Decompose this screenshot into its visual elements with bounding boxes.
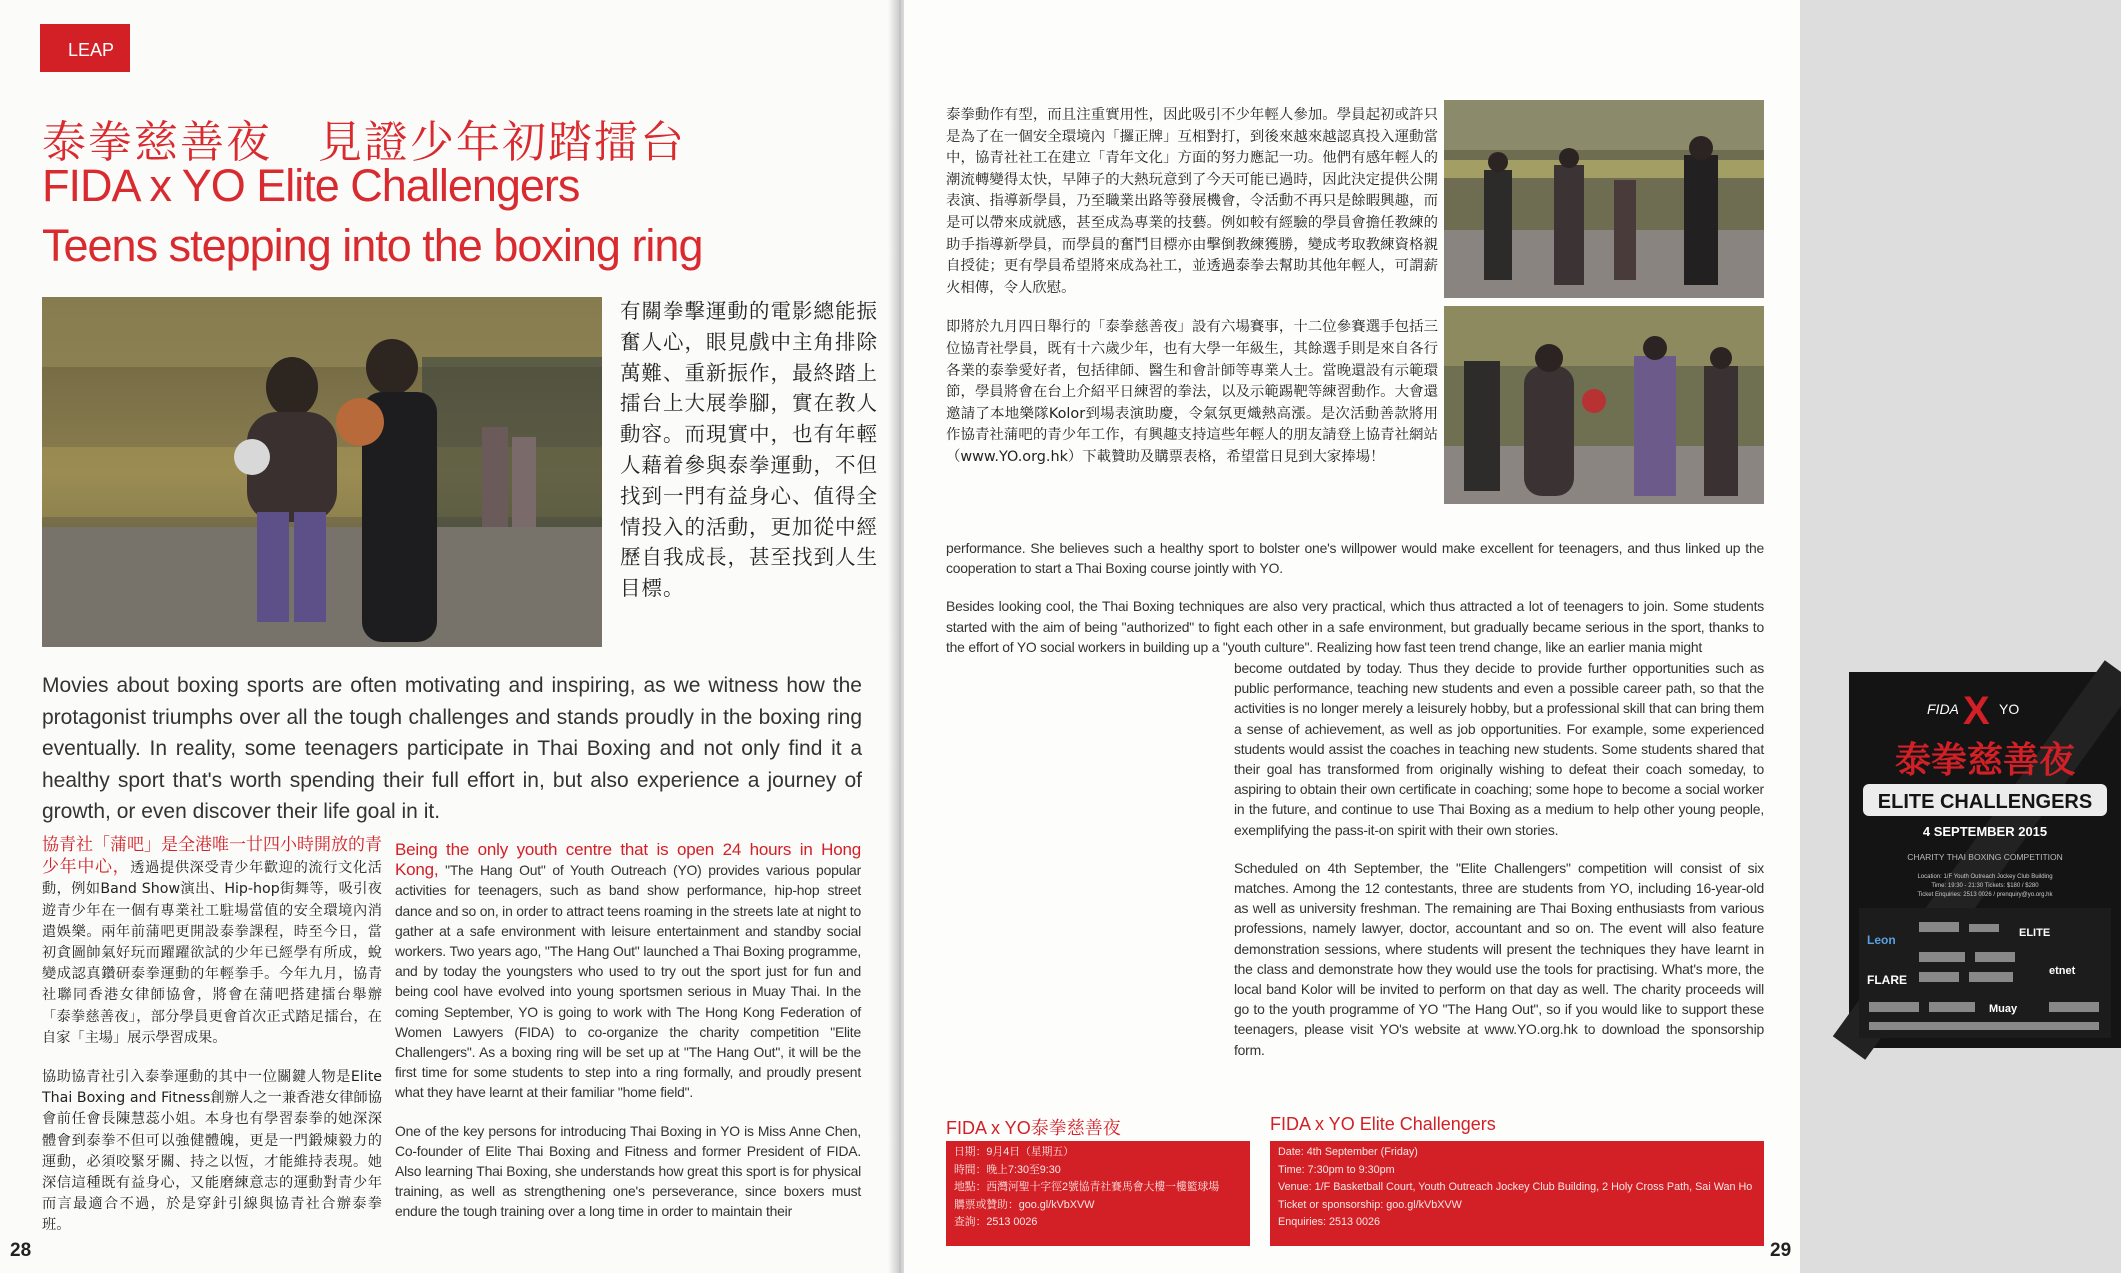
- poster-sponsor-4: Muay: [1989, 1003, 2018, 1015]
- title-english-line-2: Teens stepping into the boxing ring: [42, 220, 703, 271]
- boxing-training-photo: [42, 297, 602, 647]
- poster-time: Time: 19:30 - 21:30 Tickets: $180 / $280: [1931, 883, 2039, 889]
- english-paragraph-3: performance. She believes such a healthy sport to bolster one's willpower would make excellent for teenagers, and thus linked up the cooperation to start a Thai Boxing course jointly with YO.: [946, 540, 1764, 577]
- page-number-right: 29: [1770, 1240, 1792, 1261]
- lead-english: Movies about boxing sports are often motivating and inspiring, as we witness how the protagonist triumphs over all the tough challenges and stands proudly in the boxing ring eventually. In reality, some teenagers participate in Thai Boxing and not only find it a healthy sport that's worth spending their full effort in, but also experience a journey of growth, or even discover their life goal in it.: [42, 674, 862, 823]
- body-chinese-left: [42, 835, 382, 1255]
- info-heading-english: FIDA x YO Elite Challengers: [1270, 1114, 1496, 1134]
- info-zh-enquiries: 查詢：2513 0026: [954, 1216, 1038, 1229]
- info-en-enquiries: Enquiries: 2513 0026: [1278, 1216, 1381, 1229]
- poster-brand-x: X: [1963, 689, 1990, 733]
- chinese-paragraph-1: 透過提供深受青少年歡迎的流行文化活動，例如Band Show演出、Hip-hop街舞等，吸引夜遊青少年在一個有專業社工駐場當值的安全環境內消遣娛樂。兩年前蒲吧更開設泰拳課程，時至今日，當初貪圖帥氣好玩而躍躍欲試的少年已經學有所成，蛻變成認真鑽研泰拳運動的年輕拳手。今年九月，協青社聯同香港女律師協會，將會在蒲吧搭建擂台舉辦「泰拳慈善夜」，部分學員更會首次正式踏足擂台，在自家「主場」展示學習成果。: [42, 860, 382, 1046]
- info-zh-date: 日期：9月4日（星期五）: [954, 1146, 1074, 1158]
- info-heading-chinese: FIDA x YO泰拳慈善夜: [946, 1118, 1121, 1138]
- poster-subtitle: CHARITY THAI BOXING COMPETITION: [1907, 852, 2063, 862]
- poster-brand-right: YO: [1999, 701, 2020, 717]
- section-tag: LEAP: [40, 24, 130, 72]
- english-paragraph-4a: Besides looking cool, the Thai Boxing techniques are also very practical, which thus attracted a lot of teenagers to join. Some students started with the aim of being "authorized" to fight each other in a safe environment, but gradually became serious in the sport, thanks to the effort of YO social workers in building up a "youth culture". Realizing how fast teen trend change, like an earlier mania might: [946, 598, 1764, 655]
- chinese-paragraph-3: 泰拳動作有型，而且注重實用性，因此吸引不少年輕人參加。學員起初或許只是為了在一個安全環境內「攞正牌」互相對打，到後來越來越認真投入運動當中，協青社社工在建立「青年文化」方面的努力應記一功。他們有感年輕人的潮流轉變得太快，早陣子的大熱玩意到了今天可能已過時，因此決定提供公開表演、指導新學員，乃至職業出路等發展機會，令活動不再只是餘暇興趣，而是可以帶來成就感，甚至成為專業的技藝。例如較有經驗的學員會擔任教練的助手指導新學員，而學員的奮鬥目標亦由擊倒教練獲勝，變成考取教練資格親自授徒；更有學員希望將來成為社工，並透過泰拳去幫助其他年輕人，可謂薪火相傳，令人欣慰。: [946, 107, 1438, 296]
- chinese-paragraph-4: 即將於九月四日舉行的「泰拳慈善夜」設有六場賽事，十二位參賽選手包括三位協青社學員，既有十六歲少年，也有大學一年級生，其餘選手則是來自各行各業的泰拳愛好者，包括律師、醫生和會計師等專業人士。當晚還設有示範環節，學員將會在台上介紹平日練習的拳法，以及示範踢靶等練習動作。大會還邀請了本地樂隊Kolor到場表演助慶，令氣氛更熾熱高漲。是次活動善款將用作協青社蒲吧的青少年工作，有興趣支持這些年輕人的朋友請登上協青社網站（www.YO.org.hk）下載贊助及購票表格，希望當日見到大家捧場！: [946, 319, 1438, 465]
- info-en-date: Date: 4th September (Friday): [1278, 1146, 1418, 1158]
- english-paragraph-2: One of the key persons for introducing Thai Boxing in YO is Miss Anne Chen, Co-founder of Elite Thai Boxing and Fitness and former President of FIDA. Also learning Thai Boxing, she understands how great this sport is for physical training, as well as strengthening one's perseverance, since boxers must endure the tough training over a long time in order to maintain their: [395, 1122, 861, 1220]
- poster-title-chinese: 泰拳慈善夜: [1894, 739, 2076, 781]
- poster-location: Location: 1/F Youth Outreach Jockey Club Building: [1917, 874, 2053, 880]
- event-poster: [1849, 672, 2121, 1048]
- training-photo-3: [1444, 306, 1764, 504]
- body-chinese-right: [946, 105, 1438, 487]
- poster-title-english: ELITE CHALLENGERS: [1877, 791, 2093, 813]
- info-zh-time: 時間：晚上7:30至9:30: [954, 1163, 1061, 1176]
- body-english-right-wrap: [1234, 658, 1764, 1078]
- info-en-venue: Venue: 1/F Basketball Court, Youth Outreach Jockey Club Building, 2 Holy Cross Path, Sai Wan Ho: [1278, 1181, 1753, 1194]
- body-english-right-top: [946, 538, 1764, 675]
- poster-enquiry: Ticket Enquiries: 2513 0026 / prenquiry@yo.org.hk: [1917, 892, 2053, 898]
- left-page: [0, 0, 896, 1273]
- info-en-time: Time: 7:30pm to 9:30pm: [1278, 1163, 1395, 1176]
- english-paragraph-5: Scheduled on 4th September, the "Elite Challengers" competition will consist of six matches. Among the 12 contestants, three are students from YO, including 16-year-old as well as university freshman. The remaining are Thai Boxing enthusiasts from various professions, namely lawyer, doctor, accountant and so on. The event will also feature demonstration sessions, where students will present the techniques they have learnt in the class and demonstrate how they would use the tools for practising. What's more, the local band Kolor will be invited to perform on that day as well. The charity proceeds will go to the youth programme of YO "The Hang Out", so if you would like to support these teenagers, please visit YO's website at www.YO.org.hk to download the sponsorship form.: [1234, 859, 1764, 1058]
- info-box-chinese: [946, 1141, 1250, 1246]
- poster-sponsor-1: ELITE: [2019, 927, 2051, 939]
- info-box-english: [1270, 1141, 1764, 1246]
- poster-brand-left: FIDA: [1927, 701, 1959, 717]
- info-en-tickets: Ticket or sponsorship: goo.gl/kVbXVW: [1278, 1198, 1462, 1211]
- body-english-left: [395, 840, 861, 1240]
- english-highlight: Being the only youth centre that is open 24 hours in Hong Kong,: [395, 840, 861, 880]
- right-page: [904, 0, 2093, 1273]
- chinese-highlight: 協青社「蒲吧」是全港唯一廿四小時開放的青少年中心，: [42, 835, 382, 878]
- training-photo-2: [1444, 100, 1764, 298]
- title-english-line-1: FIDA x YO Elite Challengers: [42, 160, 580, 211]
- english-paragraph-4b: become outdated by today. Thus they decide to provide further opportunities such as public performance, teaching new students and even a possible career path, so that the activities is no longer merely a leisurely hobby, but a professional skill that can bring them a sense of achievement, as well as job opportunities. For example, some experienced students would assist the coaches in teaching new students. Some students shared that their goal has transformed from originally wishing to defeat their coach someday, to aspiring to obtain their own certificate in coaching; some hope to become a social worker in the future, and continue to use Thai Boxing as a medium to help other young people, exemplifying the pass-it-on spirit with their own stories.: [1234, 660, 1764, 838]
- poster-sponsor-3: etnet: [2049, 965, 2076, 977]
- poster-sponsor-2: FLARE: [1867, 973, 1907, 987]
- info-zh-venue: 地點：西灣河聖十字徑2號協青社賽馬會大樓一樓籃球場: [954, 1181, 1220, 1194]
- lead-chinese: 有關拳擊運動的電影總能振奮人心，眼見戲中主角排除萬難、重新振作，最終踏上擂台上大展拳腳，實在教人動容。而現實中，也有年輕人藉着參與泰拳運動，不但找到一門有益身心、值得全情投入的活動，更加從中經歷自我成長，甚至找到人生目標。: [620, 299, 878, 601]
- title-chinese: 泰拳慈善夜 見證少年初踏擂台: [42, 117, 686, 168]
- chinese-paragraph-2: 協助協青社引入泰拳運動的其中一位關鍵人物是Elite Thai Boxing and Fitness創辦人之一兼香港女律師協會前任會長陳慧蕊小姐。本身也有學習泰拳的她深深體會到泰拳不但可以強健體魄，更是一門鍛煉毅力的運動，必須咬緊牙關、持之以恆，才能維持表現。她深信這種既有益身心，又能磨練意志的運動對青少年而言最適合不過，於是穿針引線與協青社合辦泰拳班。: [42, 1069, 382, 1234]
- english-paragraph-1: "The Hang Out" of Youth Outreach (YO) provides various popular activities for teenagers, such as band show performance, hip-hop street dance and so on, in order to attract teens roaming in the streets late at night to gather at a safe environment with leisure entertainment and standby social workers. Two years ago, "The Hang Out" launched a Thai Boxing programme, and by today the youngsters who used to try out the sport just for fun and being cool have evolved into young sportsmen serious in Muay Thai. In the coming September, YO is going to work with The Hong Kong Federation of Women Lawyers (FIDA) to co-organize the charity competition "Elite Challengers". As a boxing ring will be set up at "The Hang Out", it will be the first time for some students to step into a ring formally, and proudly present what they have learnt at their familiar "home field".: [395, 862, 861, 1101]
- poster-sponsor-5: Leon: [1867, 933, 1896, 947]
- page-number-left: 28: [10, 1240, 32, 1261]
- poster-date: 4 SEPTEMBER 2015: [1922, 824, 2048, 839]
- info-zh-tickets: 購票或贊助：goo.gl/kVbXVW: [954, 1198, 1095, 1211]
